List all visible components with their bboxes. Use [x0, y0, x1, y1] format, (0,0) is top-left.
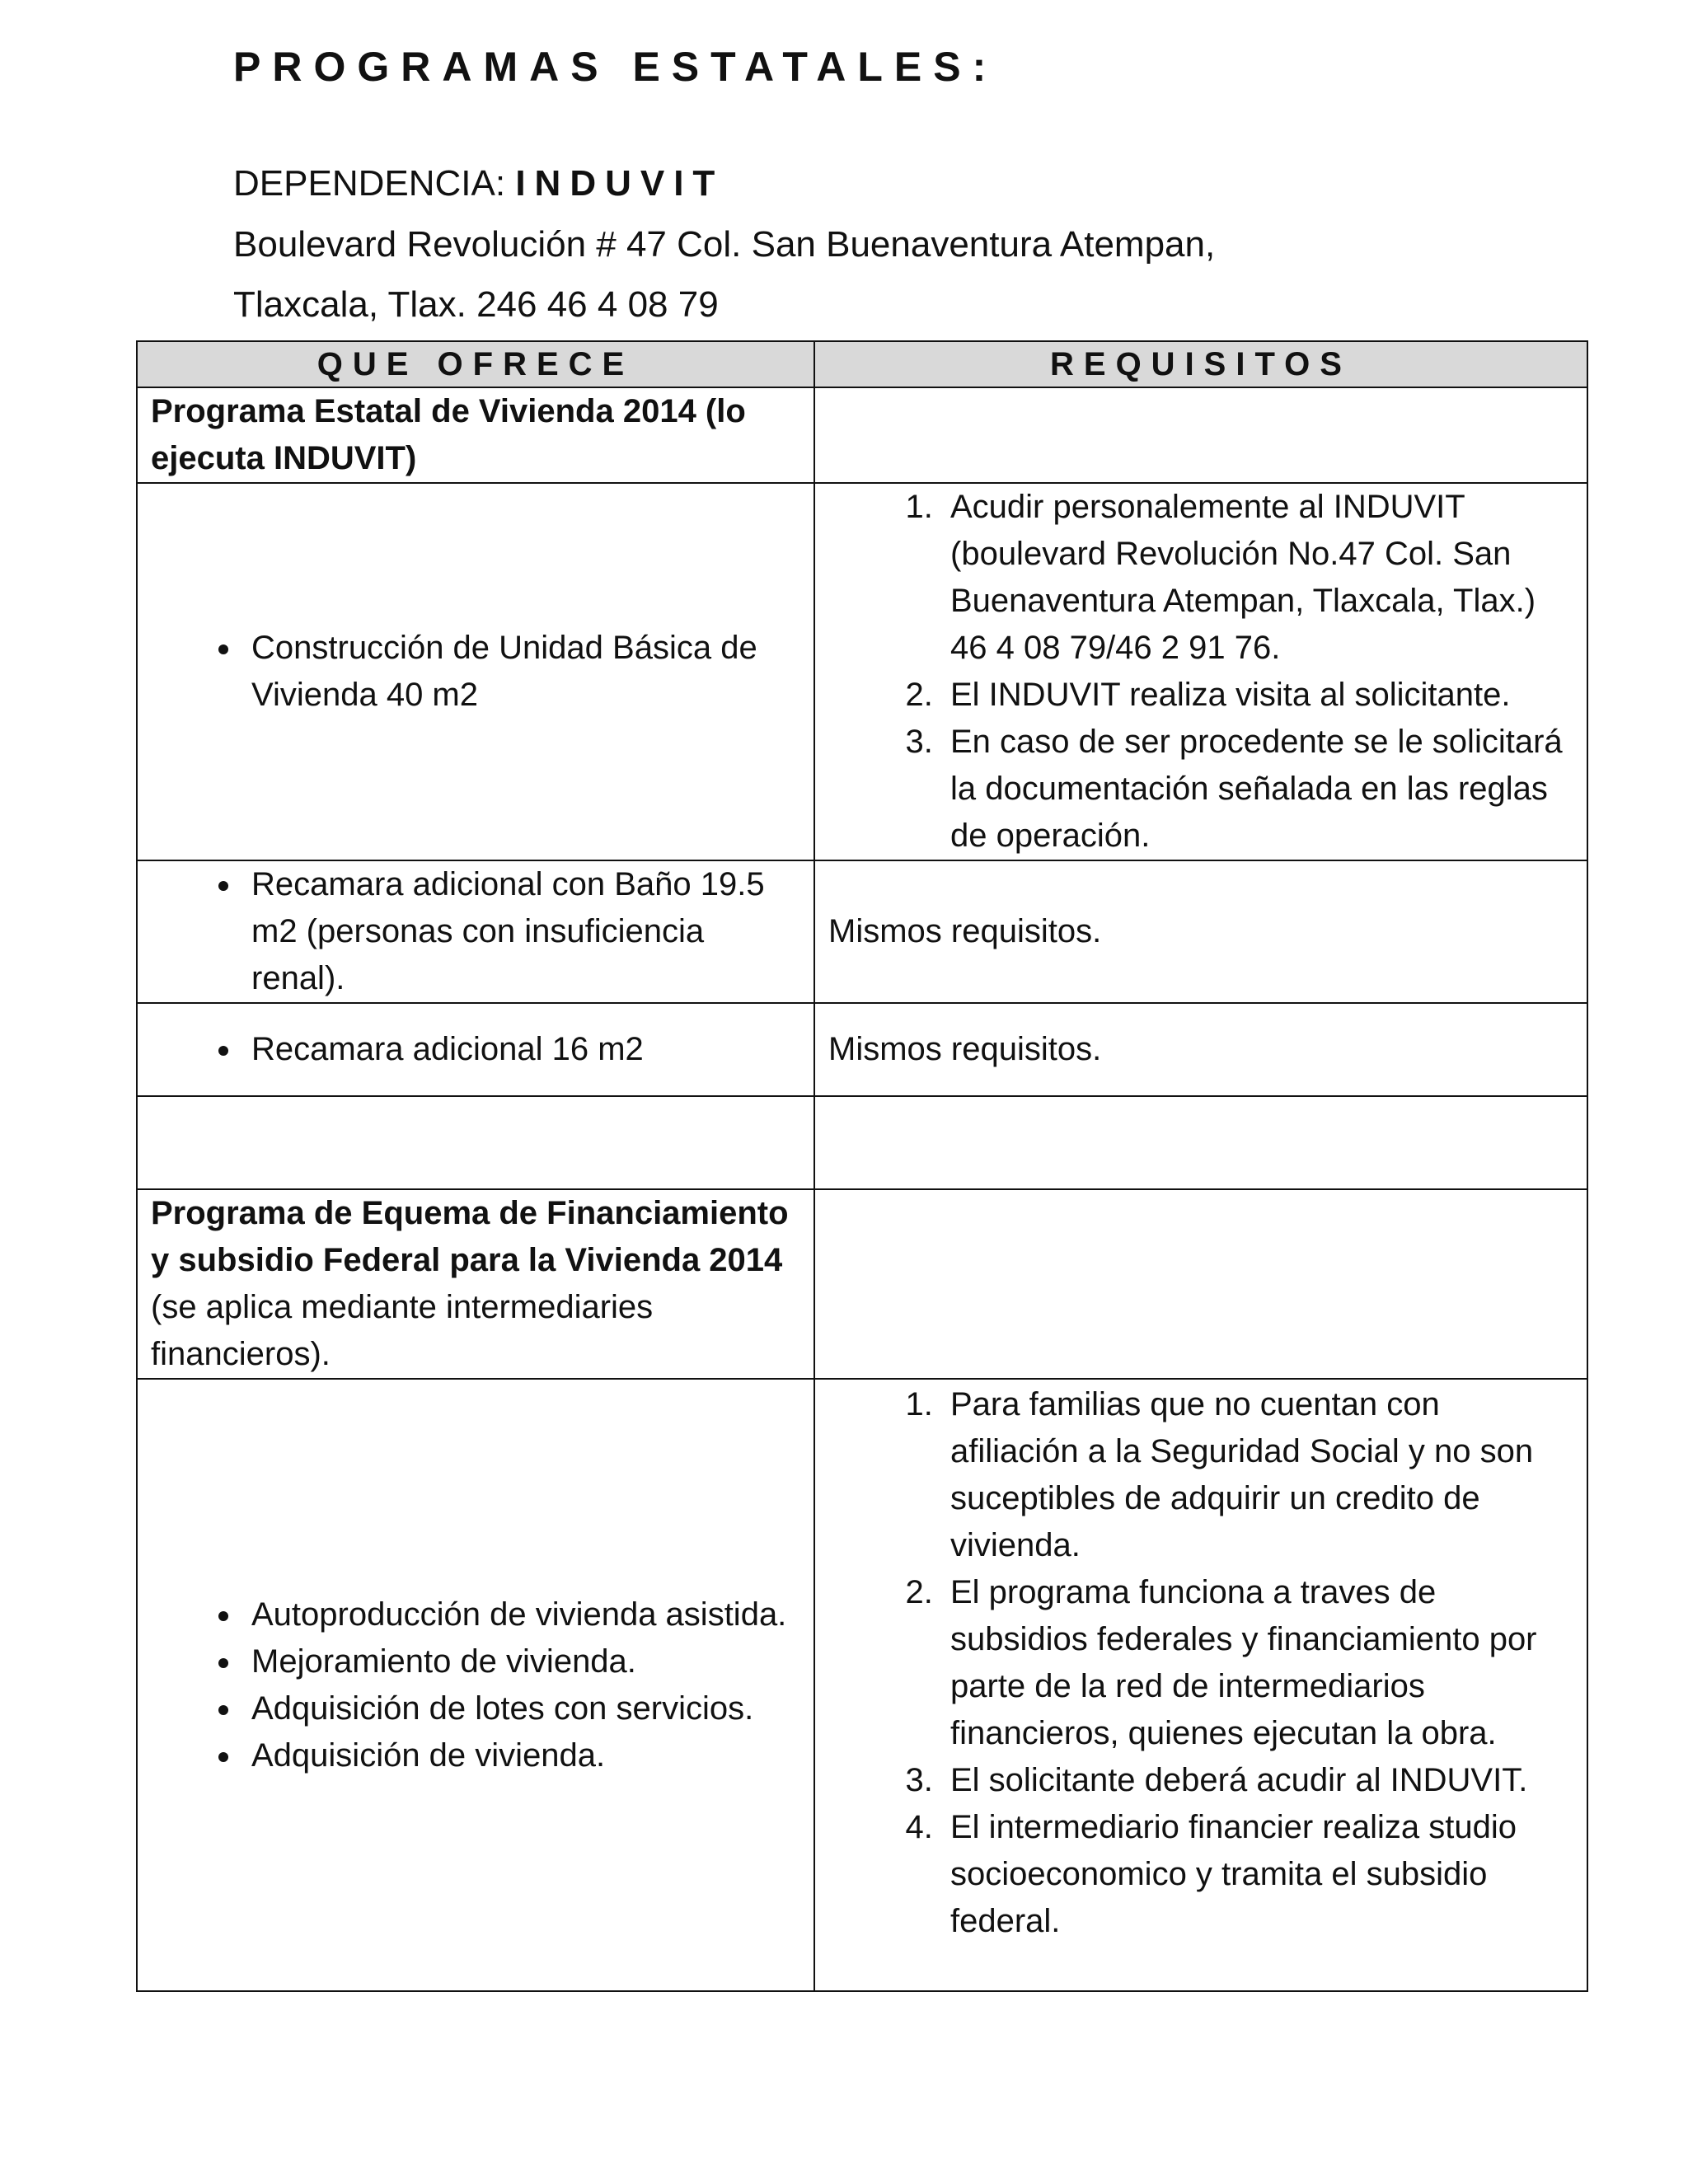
programs-table	[136, 340, 1588, 1992]
dependency-line	[233, 163, 724, 204]
requirements-cell	[814, 483, 1587, 860]
empty-cell	[814, 1189, 1587, 1379]
empty-cell	[814, 387, 1587, 483]
list-item: 3. En caso de ser procedente se le solicitará la documentación señalada en las reglas de operación.	[942, 719, 1573, 860]
program2-title: Programa de Equema de Financiamiento y subsidio Federal para la Vivienda 2014	[151, 1195, 789, 1278]
empty-cell	[814, 1096, 1587, 1189]
dependency-name: INDUVIT	[515, 163, 724, 204]
table-row	[137, 1003, 1587, 1096]
list-item: 1. Para familias que no cuentan con afiliación a la Seguridad Social y no son suceptibles de adquirir un credito de vivienda.	[942, 1381, 1573, 1569]
table-header-row	[137, 341, 1587, 387]
program2-note: (se aplica mediante intermediaries financieros).	[151, 1289, 654, 1372]
dependency-label: DEPENDENCIA:	[233, 163, 506, 204]
program1-title: Programa Estatal de Vivienda 2014 (lo ejecuta INDUVIT)	[137, 387, 814, 483]
list-item: 3. El solicitante deberá acudir al INDUVIT.	[942, 1757, 1573, 1804]
requirements-cell	[814, 1379, 1587, 1991]
offers-cell	[137, 1379, 814, 1991]
offers-cell	[137, 1003, 814, 1096]
offers-cell	[137, 483, 814, 860]
header-requisitos: REQUISITOS	[814, 341, 1587, 387]
offers-cell	[137, 860, 814, 1003]
program2-title-row	[137, 1189, 1587, 1379]
offers-list	[151, 1591, 800, 1779]
requirements-cell: Mismos requisitos.	[814, 860, 1587, 1003]
list-item: • Recamara adicional con Baño 19.5 m2 (personas con insuficiencia renal).	[243, 861, 800, 1002]
offers-list	[151, 1026, 800, 1073]
list-item: 2. El programa funciona a traves de subsidios federales y financiamiento por parte de la red de intermediarios financieros, quienes ejecutan la obra.	[942, 1569, 1573, 1757]
offers-list	[151, 625, 800, 719]
list-item: 4. El intermediario financier realiza studio socioeconomico y tramita el subsidio federal.	[942, 1804, 1573, 1945]
table-row	[137, 860, 1587, 1003]
table-row	[137, 1379, 1587, 1991]
empty-cell	[137, 1096, 814, 1189]
list-item: • Adquisición de lotes con servicios.	[243, 1685, 800, 1732]
page-title: PROGRAMAS ESTATALES:	[233, 44, 998, 90]
list-item: • Adquisición de vivienda.	[243, 1732, 800, 1779]
empty-row	[137, 1096, 1587, 1189]
address-line-2: Tlaxcala, Tlax. 246 46 4 08 79	[233, 284, 719, 325]
program2-title-cell	[137, 1189, 814, 1379]
address-line-1: Boulevard Revolución # 47 Col. San Buenaventura Atempan,	[233, 224, 1216, 265]
list-item: • Mejoramiento de vivienda.	[243, 1638, 800, 1685]
list-item: • Autoproducción de vivienda asistida.	[243, 1591, 800, 1638]
list-item: • Construcción de Unidad Básica de Vivienda 40 m2	[243, 625, 800, 719]
list-item: • Recamara adicional 16 m2	[243, 1026, 800, 1073]
requirements-list	[828, 484, 1573, 860]
list-item: 1. Acudir personalemente al INDUVIT (boulevard Revolución No.47 Col. San Buenaventura Atempan, Tlaxcala, Tlax.) 46 4 08 79/46 2 91 76.	[942, 484, 1573, 672]
offers-list	[151, 861, 800, 1002]
requirements-cell: Mismos requisitos.	[814, 1003, 1587, 1096]
table-row	[137, 483, 1587, 860]
header-que-ofrece: QUE OFRECE	[137, 341, 814, 387]
program1-title-row	[137, 387, 1587, 483]
requirements-list	[828, 1381, 1573, 1945]
list-item: 2. El INDUVIT realiza visita al solicitante.	[942, 672, 1573, 719]
